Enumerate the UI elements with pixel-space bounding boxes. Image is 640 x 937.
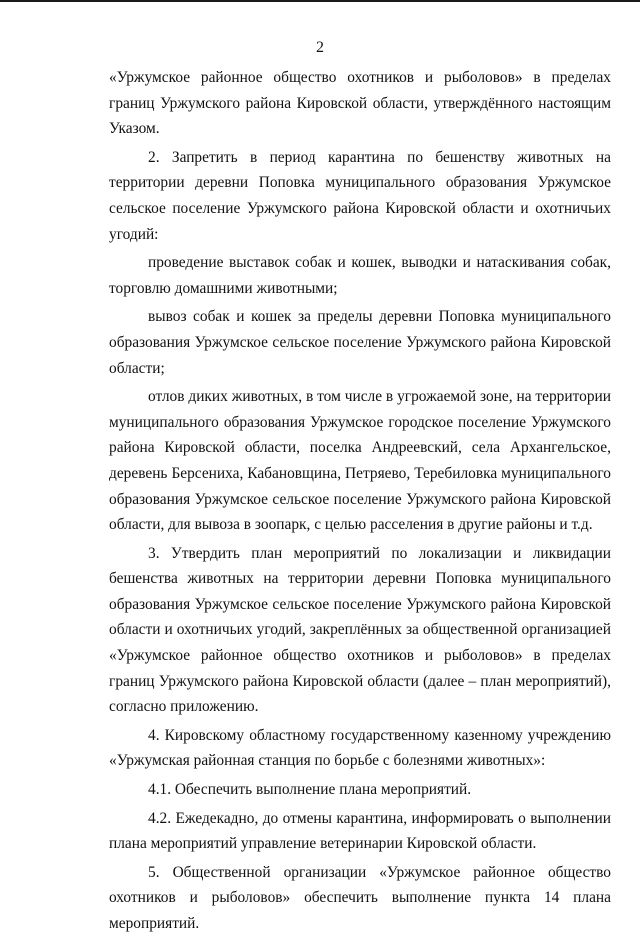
paragraph-item-2: 2. Запретить в период карантина по бешенству животных на территории деревни Поповка муниципального образования Уржумское сельское поселение Уржумского района Кировской области и охотничьих угодий:: [109, 148, 611, 243]
paragraph-item-4-1: 4.1. Обеспечить выполнение плана мероприятий.: [148, 781, 472, 799]
paragraph-item-5: 5. Общественной организации «Уржумское районное общество охотников и рыболовов» обеспечить выполнение пункта 14 плана мероприятий.: [109, 863, 611, 932]
page-number: 2: [316, 39, 324, 56]
paragraph-item-4: 4. Кировскому областному государственному казенному учреждению «Уржумская районная станция по борьбе с болезнями животных»:: [109, 726, 611, 770]
paragraph-item-2-capture: отлов диких животных, в том числе в угрожаемой зоне, на территории муниципального образования Уржумское городское поселение Уржумского района Кировской области, поселка Андреевский, села Архангельское, деревень Берсениха, Кабановщина, Петряево, Теребиловка муниципального образования Уржумское сельское поселение Уржумского района Кировской области, для вывоза в зоопарк, с целью расселения в другие районы и т.д.: [109, 388, 611, 534]
paragraph-item-3: 3. Утвердить план мероприятий по локализации и ликвидации бешенства животных на территории деревни Поповка муниципального образования Уржумское сельское поселение Уржумского района Кировской области и охотничьих угодий, закреплённых за общественной организацией «Уржумское районное общество охотников и рыболовов» в пределах границ Уржумского района Кировской области (далее – план мероприятий), согласно приложению.: [109, 544, 611, 716]
top-border-line: [0, 0, 640, 2]
paragraph-item-2-exhibitions: проведение выставок собак и кошек, выводки и натаскивания собак, торговлю домашними животными;: [109, 254, 611, 297]
paragraph-item-4-2: 4.2. Ежедекадно, до отмены карантина, информировать о выполнении плана мероприятий управление ветеринарии Кировской области.: [109, 809, 611, 853]
paragraph-continuation: «Уржумское районное общество охотников и рыболовов» в пределах границ Уржумского района Кировской области, утверждённого настоящим Указом.: [109, 69, 611, 138]
document-body: [109, 65, 611, 937]
paragraph-item-2-export: вывоз собак и кошек за пределы деревни Поповка муниципального образования Уржумское сельское поселение Уржумского района Кировской области;: [109, 308, 611, 377]
